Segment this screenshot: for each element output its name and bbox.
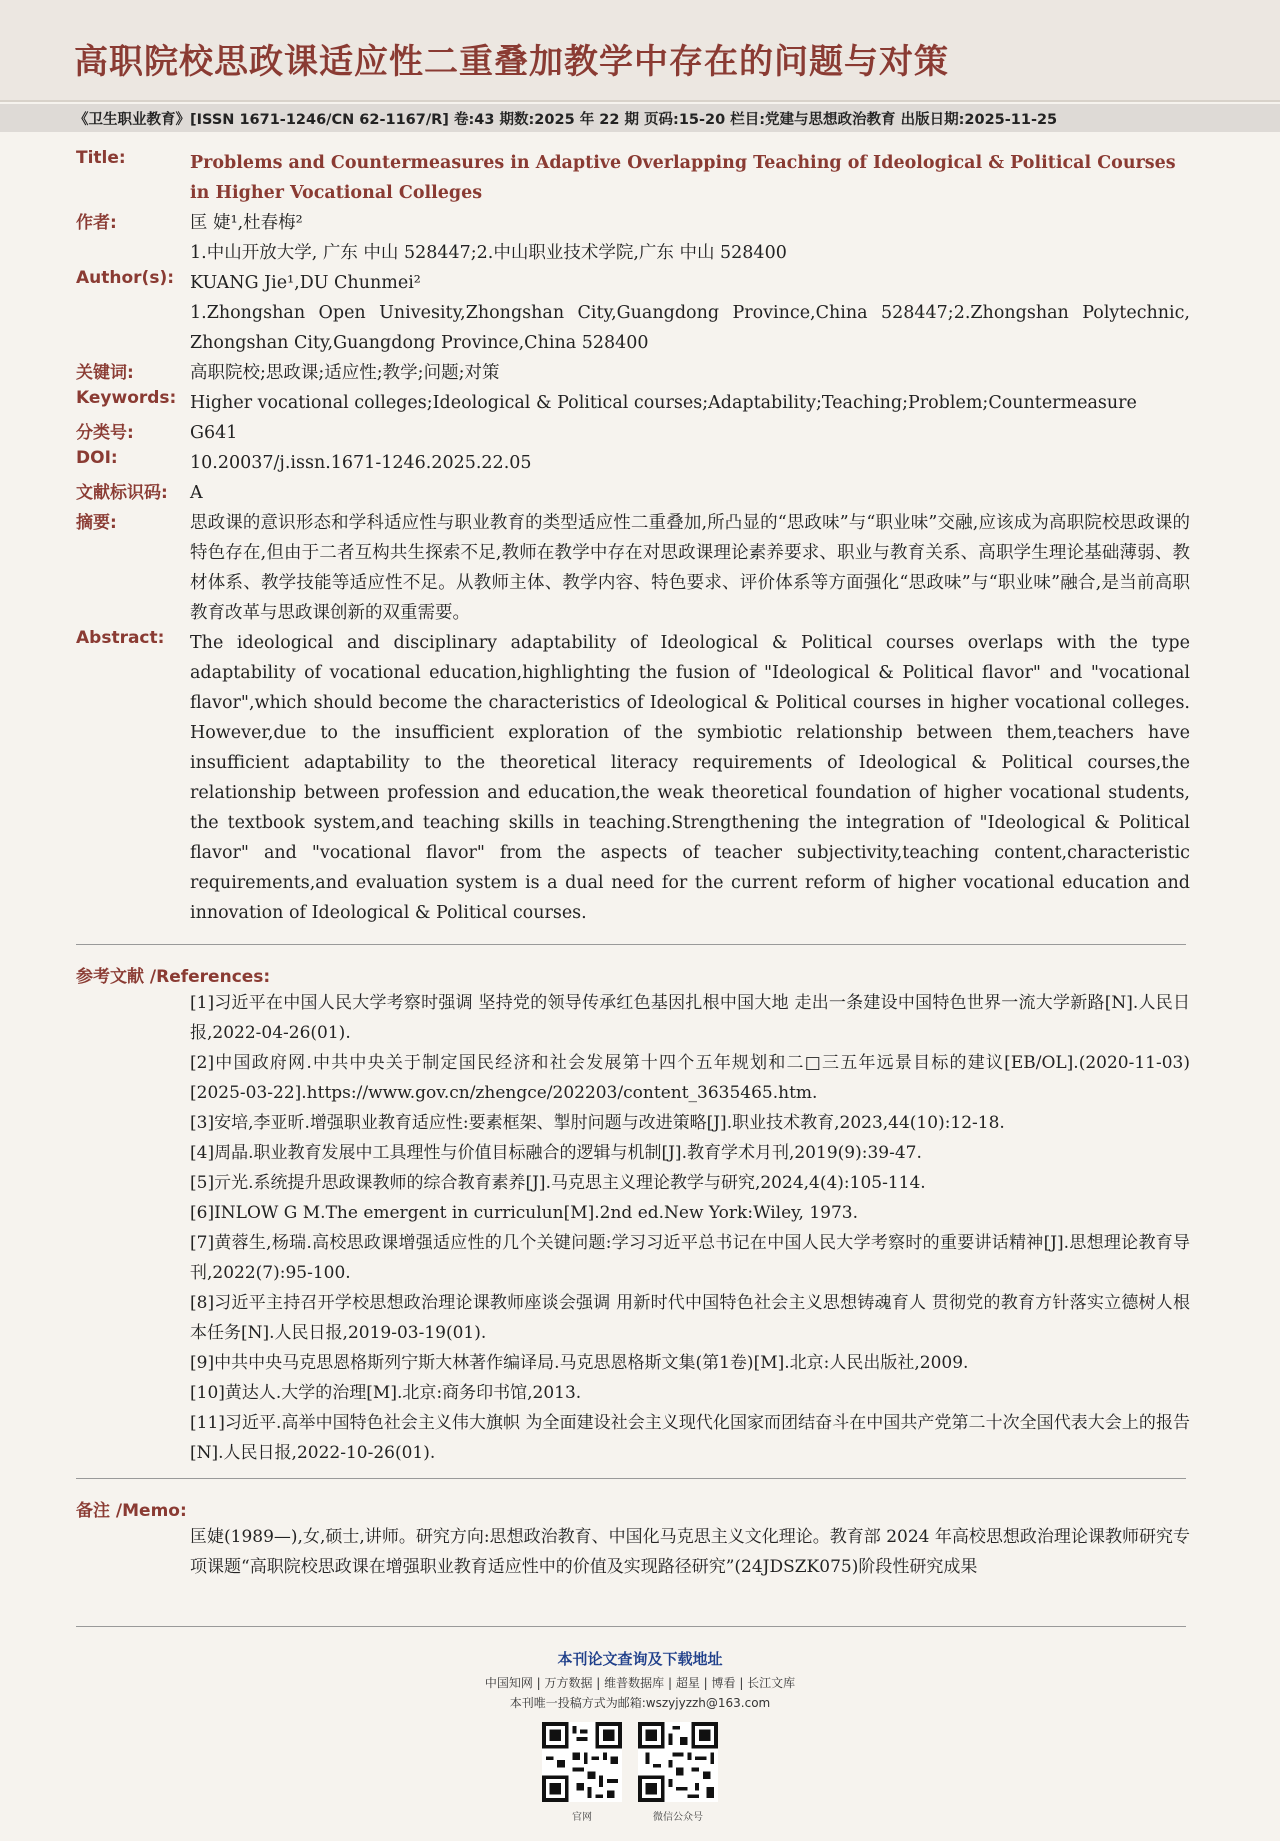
keywords-cn-label: 关键词: bbox=[76, 363, 134, 383]
qr-caption-wechat: 微信公众号 bbox=[653, 1812, 703, 1823]
docid-label: 文献标识码: bbox=[76, 483, 168, 503]
qr-code-website-icon[interactable] bbox=[542, 1722, 622, 1802]
reference-item: [4]周晶.职业教育发展中工具理性与价值目标融合的逻辑与机制[J].教育学术月刊,2019(9):39-47. bbox=[190, 1143, 922, 1163]
author-label: 作者: bbox=[76, 213, 117, 233]
reference-item: [1]习近平在中国人民大学考察时强调 坚持党的领导传承红色基因扎根中国大地 走出一条建设中国特色世界一流大学新路[N].人民日报,2022-04-26(01). bbox=[190, 993, 1190, 1043]
reference-item: [6]INLOW G M.The emergent in curriculun[M].2nd ed.New York:Wiley, 1973. bbox=[190, 1203, 858, 1223]
title-label: Title: bbox=[76, 148, 126, 168]
footer-databases[interactable]: 中国知网 | 万方数据 | 维普数据库 | 超星 | 博看 | 长江文库 bbox=[484, 1676, 796, 1690]
docid-row bbox=[76, 478, 1190, 508]
reference-item: [5]亓光.系统提升思政课教师的综合教育素养[J].马克思主义理论教学与研究,2024,4(4):105-114. bbox=[190, 1173, 926, 1193]
author-en-affiliation: 1.Zhongshan Open Univesity,Zhongshan City,Guangdong Province,China 528447;2.Zhongshan Polytechnic, Zhongshan City,Guangdong Province,China 528400 bbox=[190, 303, 1190, 353]
keywords-en: Higher vocational colleges;Ideological & Political courses;Adaptability;Teaching;Problem;Countermeasure bbox=[190, 393, 1137, 413]
keywords-cn: 高职院校;思政课;适应性;教学;问题;对策 bbox=[190, 363, 500, 383]
abstract-en: The ideological and disciplinary adaptability of Ideological & Political courses overlaps with the type adaptability of vocational education,highlighting the fusion of "Ideological & Political flavor" and "vocational flavor",which should become the characteristics of Ideological & Political courses in higher vocational colleges. However,due to the insufficient exploration of the symbiotic relationship between them,teachers have insufficient adaptability to the theoretical literacy requirements of Ideological & Political courses,the relationship between profession and education,the weak theoretical foundation of higher vocational students, the textbook system,and teaching skills in teaching.Strengthening the integration of "Ideological & Political flavor" and "vocational flavor" from the aspects of teacher subjectivity,teaching content,characteristic requirements,and evaluation system is a dual need for the current reform of higher vocational education and innovation of Ideological & Political courses. bbox=[190, 633, 1190, 923]
keywords-en-label: Keywords: bbox=[76, 388, 177, 408]
doi-row bbox=[76, 448, 1190, 478]
references-list bbox=[190, 988, 1190, 1468]
doi-label: DOI: bbox=[76, 448, 118, 468]
divider bbox=[76, 1478, 1186, 1479]
abstract-en-row bbox=[76, 628, 1190, 928]
abstract-en-label: Abstract: bbox=[76, 628, 165, 648]
reference-item: [8]习近平主持召开学校思想政治理论课教师座谈会强调 用新时代中国特色社会主义思想铸魂育人 贯彻党的教育方针落实立德树人根本任务[N].人民日报,2019-03-19(01). bbox=[190, 1293, 1190, 1343]
memo-text: 匡婕(1989—),女,硕士,讲师。研究方向:思想政治教育、中国化马克思主义文化理论。教育部 2024 年高校思想政治理论课教师研究专项课题“高职院校思政课在增强职业教育适应性中的价值及实现路径研究”(24JDSZK075)阶段性研究成果 bbox=[190, 1527, 1190, 1577]
qr-caption-website: 官网 bbox=[572, 1812, 592, 1823]
author-en-row bbox=[76, 268, 1190, 358]
class-row bbox=[76, 418, 1190, 448]
doi-value[interactable]: 10.20037/j.issn.1671-1246.2025.22.05 bbox=[190, 453, 532, 473]
journal-meta: 《卫生职业教育》[ISSN 1671-1246/CN 62-1167/R] 卷:43 期数:2025 年 22 期 页码:15-20 栏目:党建与思想政治教育 出版日期:2025-11-25 bbox=[74, 112, 1058, 128]
footer-title: 本刊论文查询及下载地址 bbox=[557, 1650, 723, 1668]
reference-item: [2]中国政府网.中共中央关于制定国民经济和社会发展第十四个五年规划和二□三五年远景目标的建议[EB/OL].(2020-11-03)[2025-03-22].https://www.gov.cn/zhengce/202203/content_3635465.htm. bbox=[190, 1053, 1190, 1103]
qr-code-wechat-icon[interactable] bbox=[638, 1722, 718, 1802]
references-heading: 参考文献 /References: bbox=[76, 967, 271, 987]
reference-item: [7]黄蓉生,杨瑞.高校思政课增强适应性的几个关键问题:学习习近平总书记在中国人民大学考察时的重要讲话精神[J].思想理论教育导刊,2022(7):95-100. bbox=[190, 1233, 1190, 1283]
author-affiliation: 1.中山开放大学, 广东 中山 528447;2.中山职业技术学院,广东 中山 528400 bbox=[190, 243, 787, 263]
author-row bbox=[76, 208, 1190, 268]
reference-item: [3]安培,李亚昕.增强职业教育适应性:要素框架、掣肘问题与改进策略[J].职业技术教育,2023,44(10):12-18. bbox=[190, 1113, 1005, 1133]
abstract-cn-row bbox=[76, 508, 1190, 628]
divider bbox=[76, 1626, 1186, 1627]
reference-item: [11]习近平.高举中国特色社会主义伟大旗帜 为全面建设社会主义现代化国家而团结奋斗在中国共产党第二十次全国代表大会上的报告[N].人民日报,2022-10-26(01). bbox=[190, 1413, 1190, 1463]
class-label: 分类号: bbox=[76, 423, 134, 443]
footer-email[interactable]: 本刊唯一投稿方式为邮箱:wszyjyzzh@163.com bbox=[509, 1696, 771, 1710]
author-en-label: Author(s): bbox=[76, 268, 175, 288]
title-row bbox=[76, 148, 1190, 208]
title-en: Problems and Countermeasures in Adaptive Overlapping Teaching of Ideological & Political Courses in Higher Vocational Colleges bbox=[190, 153, 1176, 203]
class-number: G641 bbox=[190, 423, 238, 443]
abstract-cn: 思政课的意识形态和学科适应性与职业教育的类型适应性二重叠加,所凸显的“思政味”与“职业味”交融,应该成为高职院校思政课的特色存在,但由于二者互构共生探索不足,教师在教学中存在对思政课理论素养要求、职业与教育关系、高职学生理论基础薄弱、教材体系、教学技能等适应性不足。从教师主体、教学内容、特色要求、评价体系等方面强化“思政味”与“职业味”融合,是当前高职教育改革与思政课创新的双重需要。 bbox=[190, 513, 1190, 623]
keywords-en-row bbox=[76, 388, 1190, 418]
memo-heading: 备注 /Memo: bbox=[76, 1501, 187, 1521]
keywords-cn-row bbox=[76, 358, 1190, 388]
reference-item: [9]中共中央马克思恩格斯列宁斯大林著作编译局.马克思恩格斯文集(第1卷)[M].北京:人民出版社,2009. bbox=[190, 1353, 969, 1373]
divider bbox=[76, 944, 1186, 945]
docid-value: A bbox=[190, 483, 203, 503]
reference-item: [10]黄达人.大学的治理[M].北京:商务印书馆,2013. bbox=[190, 1383, 582, 1403]
author-names: 匡 婕¹,杜春梅² bbox=[190, 213, 303, 233]
author-en-names: KUANG Jie¹,DU Chunmei² bbox=[190, 273, 421, 293]
page-title: 高职院校思政课适应性二重叠加教学中存在的问题与对策 bbox=[74, 42, 949, 82]
abstract-cn-label: 摘要: bbox=[76, 513, 117, 533]
